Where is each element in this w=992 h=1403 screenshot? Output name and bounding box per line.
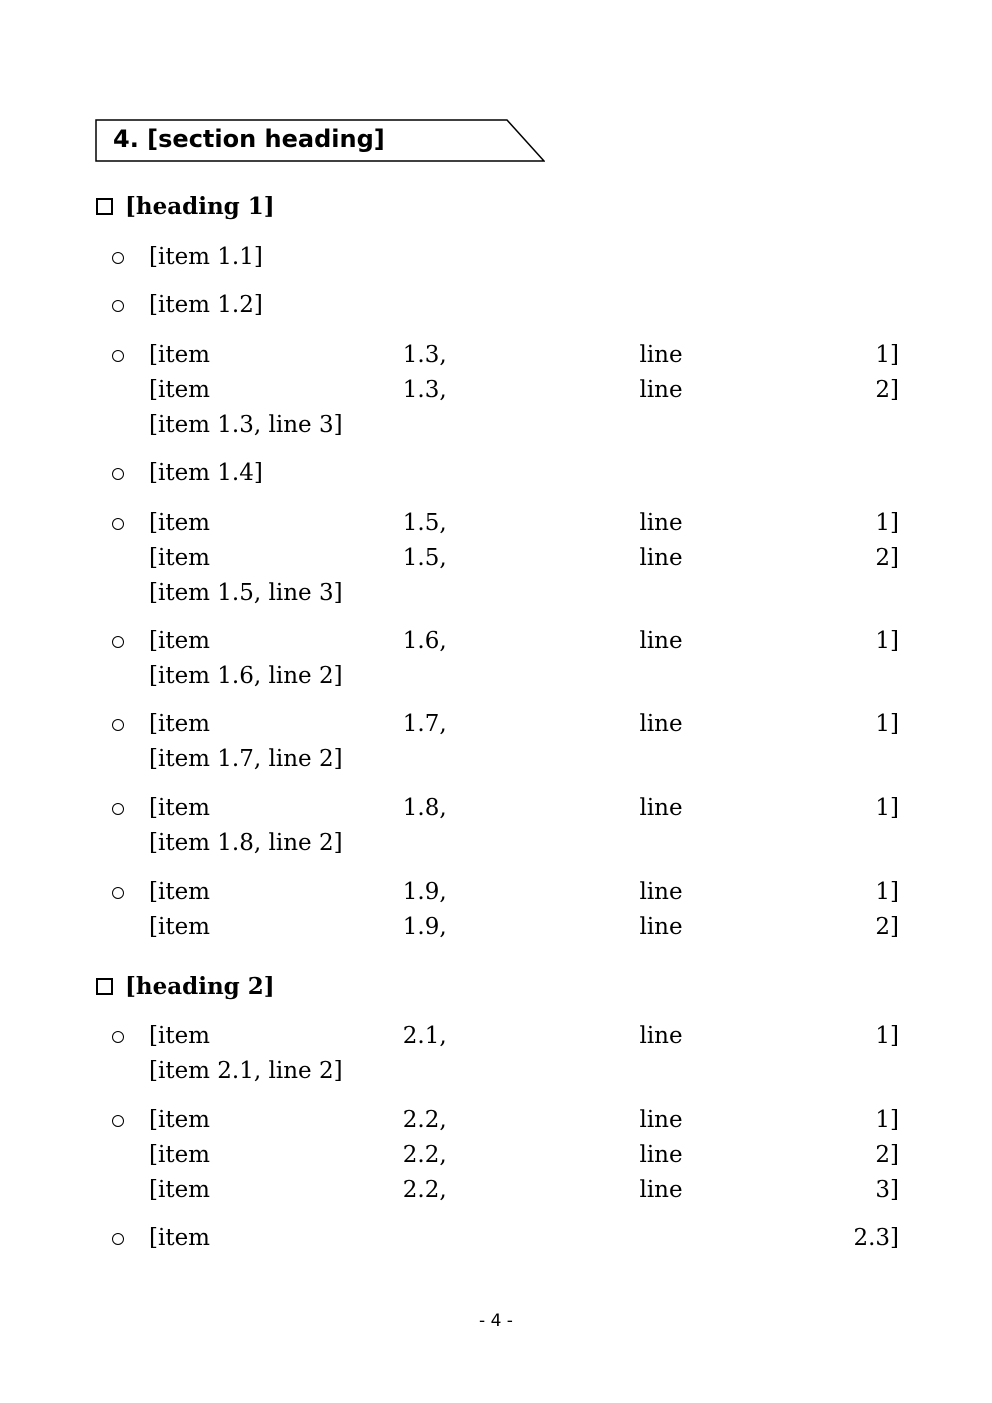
item-line: [item 1.9, line 2] <box>149 914 899 940</box>
bullet-icon <box>112 636 124 648</box>
item-line: [item 1.8, line 1] <box>149 795 899 821</box>
checkbox-icon <box>96 978 113 995</box>
item-line: [item 2.3] <box>149 1225 899 1251</box>
bullet-icon <box>112 887 124 899</box>
checkbox-icon <box>96 198 113 215</box>
section-title: 4. [section heading] <box>113 125 385 153</box>
group-title-2-text: [heading 2] <box>125 973 275 1000</box>
bullet-icon <box>112 300 124 312</box>
item-line: [item 1.4] <box>149 460 263 486</box>
item-line: [item 2.1, line 2] <box>149 1058 343 1084</box>
item-line: [item 1.6, line 1] <box>149 628 899 654</box>
item-line: [item 2.1, line 1] <box>149 1023 899 1049</box>
section-heading <box>95 119 545 162</box>
bullet-icon <box>112 468 124 480</box>
item-line: [item 1.5, line 2] <box>149 545 899 571</box>
item-line: [item 1.9, line 1] <box>149 879 899 905</box>
item-line: [item 1.5, line 3] <box>149 580 343 606</box>
bullet-icon <box>112 719 124 731</box>
item-line: [item 1.2] <box>149 292 263 318</box>
item-line: [item 1.7, line 2] <box>149 746 343 772</box>
bullet-icon <box>112 350 124 362</box>
item-line: [item 1.8, line 2] <box>149 830 343 856</box>
group-title-1-text: [heading 1] <box>125 193 275 220</box>
item-line: [item 1.7, line 1] <box>149 711 899 737</box>
group-title-1 <box>96 193 275 220</box>
item-line: [item 1.3, line 3] <box>149 412 343 438</box>
bullet-icon <box>112 1031 124 1043</box>
item-line: [item 1.6, line 2] <box>149 663 343 689</box>
bullet-icon <box>112 252 124 264</box>
item-line: [item 2.2, line 3] <box>149 1177 899 1203</box>
bullet-icon <box>112 1115 124 1127</box>
group-title-2 <box>96 973 275 1000</box>
item-line: [item 1.5, line 1] <box>149 510 899 536</box>
item-line: [item 1.3, line 2] <box>149 377 899 403</box>
item-line: [item 2.2, line 1] <box>149 1107 899 1133</box>
item-line: [item 1.1] <box>149 244 263 270</box>
bullet-icon <box>112 518 124 530</box>
bullet-icon <box>112 803 124 815</box>
item-line: [item 2.2, line 2] <box>149 1142 899 1168</box>
page-number: - 4 - <box>479 1311 513 1331</box>
bullet-icon <box>112 1233 124 1245</box>
item-line: [item 1.3, line 1] <box>149 342 899 368</box>
